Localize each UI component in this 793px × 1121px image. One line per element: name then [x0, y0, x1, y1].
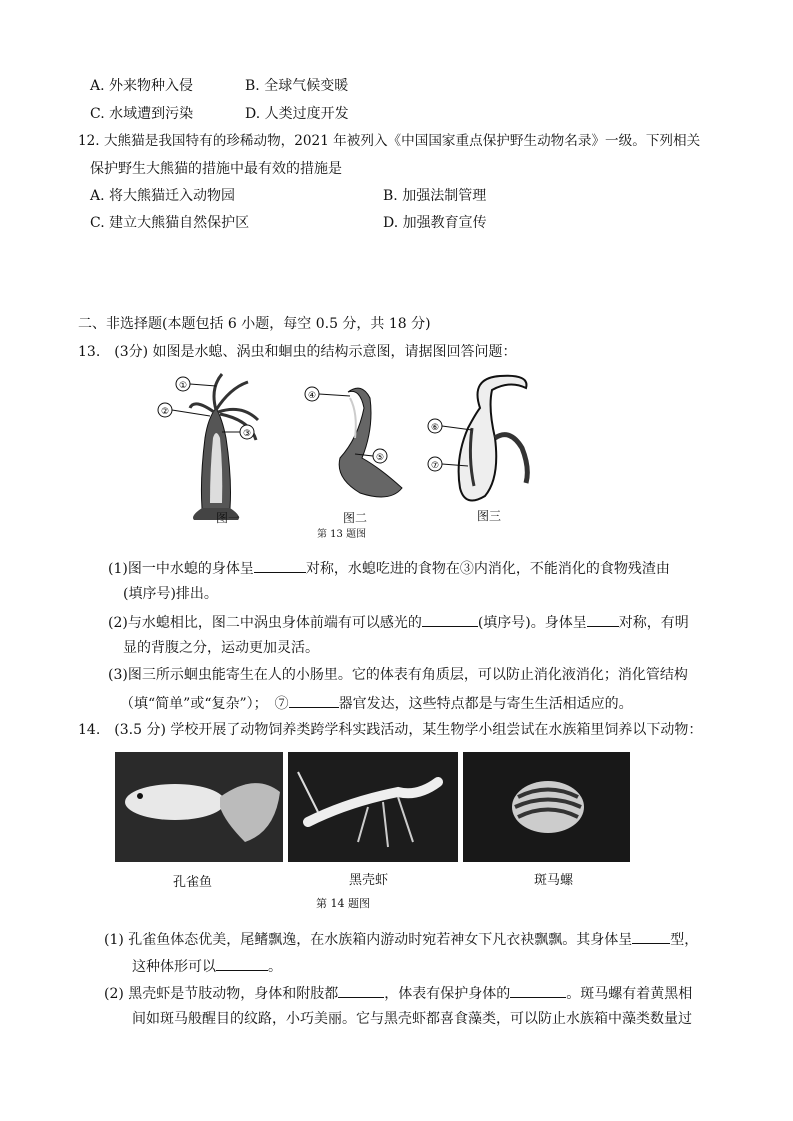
q11-option-a: A. 外来物种入侵	[90, 78, 194, 94]
q13-sub3-line1: (3)图三所示蛔虫能寄生在人的小肠里。它的体表有角质层，可以防止消化液消化；消化管结构	[108, 667, 688, 683]
fig-label-7: ⑦	[430, 461, 440, 471]
q12-stem-line1: 12. 大熊猫是我国特有的珍稀动物，2021 年被列入《中国国家重点保护野生动物名录》一级。下列相关	[78, 133, 701, 149]
q13-fig2-caption: 图二	[343, 511, 368, 525]
q12-stem-line2: 保护野生大熊猫的措施中最有效的措施是	[90, 161, 342, 177]
q13-stem: 13. (3分) 如图是水螅、涡虫和蛔虫的结构示意图，请据图回答问题：	[78, 344, 517, 360]
q14-sub2-line2: 间如斑马般醒目的纹路，小巧美丽。它与黑壳虾都喜食藻类，可以防止水族箱中藻类数量过	[132, 1011, 692, 1027]
q13-blank-4[interactable]	[289, 695, 339, 708]
snail-image	[463, 752, 630, 862]
q13-sub2-line1	[108, 614, 689, 630]
snail-photo	[463, 752, 630, 862]
hydra-illustration	[158, 374, 258, 520]
q11-option-d: D. 人类过度开发	[245, 106, 349, 122]
q14-figure-caption: 第 14 题图	[316, 897, 370, 910]
section-2-heading: 二、非选择题(本题包括 6 小题，每空 0.5 分，共 18 分)	[78, 316, 431, 332]
q14-blank-2[interactable]	[216, 958, 268, 971]
fig-label-3: ③	[242, 429, 252, 439]
snail-label: 斑马螺	[534, 873, 574, 888]
guppy-photo	[115, 752, 283, 862]
fig-label-5: ⑤	[375, 453, 385, 463]
q13-sub1-text-b: 对称，水螅吃进的食物在③内消化，不能消化的食物残渣由	[305, 561, 670, 577]
q13-blank-3[interactable]	[587, 614, 619, 627]
shrimp-label: 黑壳虾	[349, 873, 389, 888]
fig-label-2: ②	[160, 407, 170, 417]
q14-sub1-text-b: 型，	[670, 932, 699, 948]
q14-stem: 14. (3.5 分) 学校开展了动物饲养类跨学科实践活动，某生物学小组尝试在水族箱里饲养以下动物：	[78, 722, 703, 738]
q14-blank-1[interactable]	[632, 931, 670, 944]
fig-label-6: ⑥	[430, 423, 440, 433]
q13-sub1-text-a: (1)图一中水螅的身体呈	[108, 561, 254, 577]
roundworm-illustration	[428, 376, 527, 501]
fig-label-1: ①	[178, 381, 188, 391]
q14-blank-3[interactable]	[338, 985, 384, 998]
q13-blank-2[interactable]	[422, 614, 478, 627]
q11-option-c: C. 水域遭到污染	[90, 106, 194, 122]
q14-sub2-line1	[104, 985, 692, 1001]
q14-sub1-text-d: 。	[268, 959, 282, 975]
q12-option-d: D. 加强教育宣传	[383, 215, 487, 231]
q13-sub1-line1	[108, 560, 670, 576]
q13-figure-caption: 第 13 题图	[317, 529, 367, 540]
guppy-image	[115, 752, 283, 862]
q13-fig1-caption: 图一	[216, 511, 241, 525]
shrimp-image	[288, 752, 458, 862]
q11-option-b: B. 全球气候变暖	[245, 78, 349, 94]
q14-sub1-text-c: 这种体形可以	[132, 959, 216, 975]
q14-sub2-text-a: (2) 黑壳虾是节肢动物，身体和附肢都	[104, 986, 339, 1002]
planarian-illustration	[305, 387, 402, 497]
q13-fig3-caption: 图三	[477, 509, 502, 523]
q13-sub2-text-b: (填序号)。身体呈	[477, 615, 587, 631]
q13-sub2-text-c: 对称，有明	[618, 615, 689, 631]
q13-sub2-line2: 显的背腹之分，运动更加灵活。	[123, 640, 319, 656]
q14-sub2-text-c: 。斑马螺有着黄黑相	[566, 986, 693, 1002]
shrimp-photo	[288, 752, 458, 862]
q13-sub3-text-c: 器官发达，这些特点都是与寄生生活相适应的。	[338, 696, 633, 712]
guppy-label: 孔雀鱼	[173, 875, 213, 890]
fig-label-4: ④	[307, 391, 317, 401]
q12-option-b: B. 加强法制管理	[383, 188, 487, 204]
q14-sub1-line2	[132, 958, 282, 974]
q13-blank-1[interactable]	[254, 560, 306, 573]
q14-sub1-line1	[104, 931, 698, 947]
q14-blank-4[interactable]	[510, 985, 566, 998]
q13-sub3-text-b: （填“简单”或“复杂”）； ⑦	[120, 696, 289, 712]
q13-sub2-text-a: (2)与水螅相比，图二中涡虫身体前端有可以感光的	[108, 615, 422, 631]
q12-option-a: A. 将大熊猫迁入动物园	[90, 188, 236, 204]
q13-sub1-line2: (填序号)排出。	[123, 586, 218, 602]
q14-sub1-text-a: (1) 孔雀鱼体态优美，尾鳍飘逸，在水族箱内游动时宛若神女下凡衣袂飘飘。其身体呈	[104, 932, 633, 948]
q12-option-c: C. 建立大熊猫自然保护区	[90, 215, 250, 231]
q13-sub3-line2	[120, 695, 633, 711]
q14-sub2-text-b: ，体表有保护身体的	[384, 986, 511, 1002]
